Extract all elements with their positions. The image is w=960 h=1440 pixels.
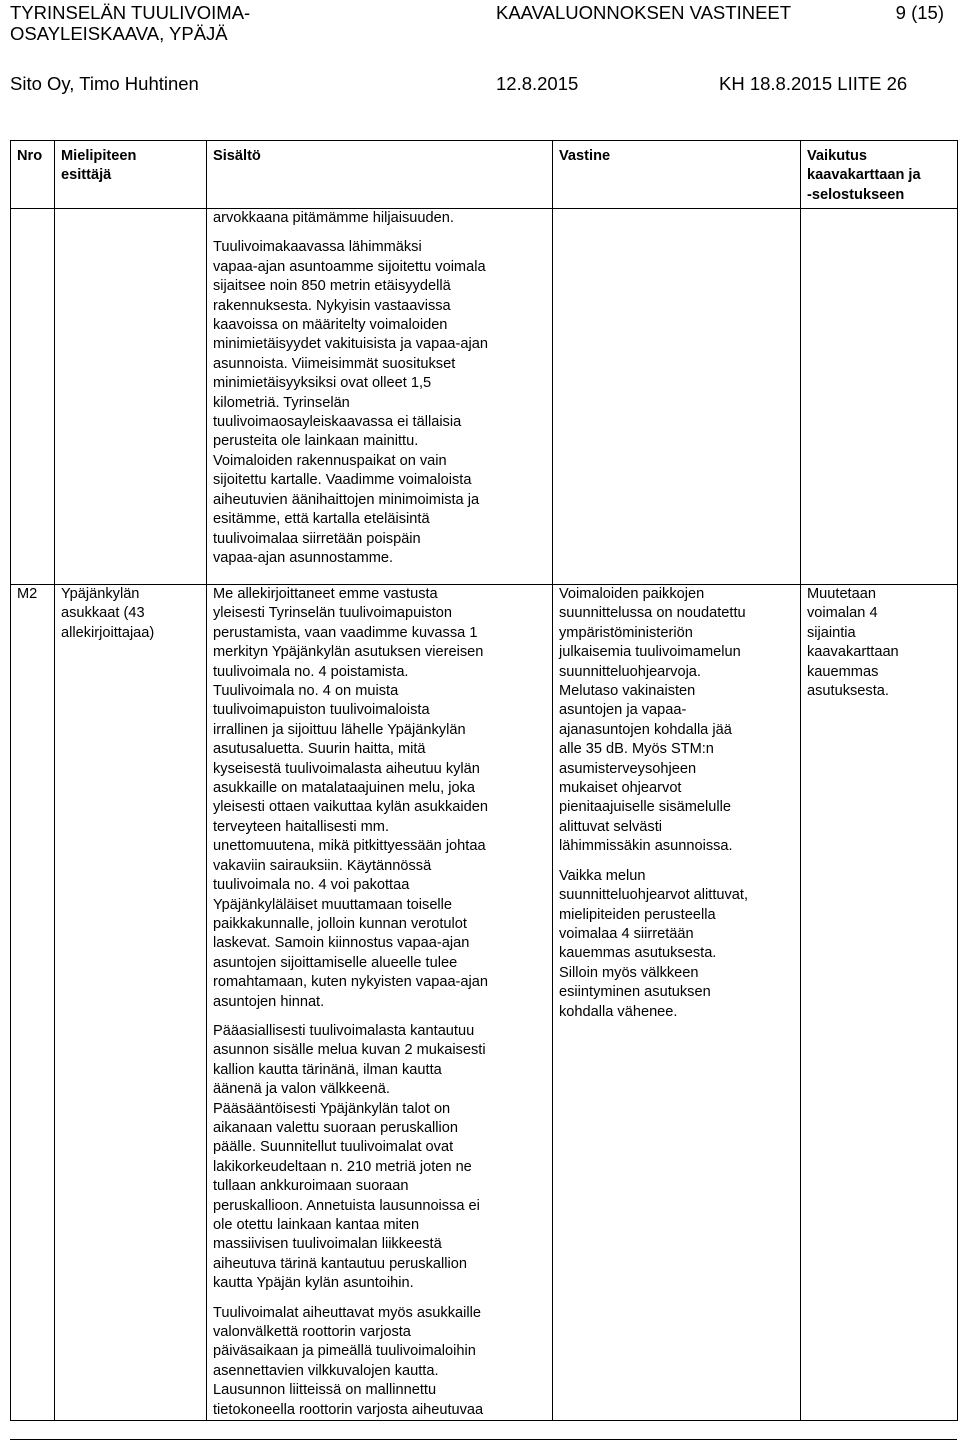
feedback-table — [10, 140, 958, 1421]
text-line: kaavoissa on määritelty voimaloiden — [213, 317, 448, 334]
text-line: terveyteen haitallisesti mm. — [213, 818, 390, 835]
cont-vastine-cell — [553, 209, 801, 585]
text-line: kallion kautta tärinänä, ilman kautta — [213, 1061, 442, 1078]
cell-line: kaavakarttaan ja — [807, 167, 921, 184]
m2-vaikutus-text — [807, 585, 951, 701]
header-vastine-text: Vastine — [559, 148, 611, 164]
text-line: asunnoista. Viimeisimmät suositukset — [213, 355, 456, 372]
header-sisalto — [207, 141, 553, 209]
text-line: ole otettu lainkaan kantaa miten — [213, 1217, 420, 1233]
text-line: laskevat. Samoin kiinnostus vapaa-ajan — [213, 935, 470, 952]
text-line: ajanasuntojen kohdalla jää — [559, 721, 732, 738]
text-line: romahtamaan, kuten nykyisten vapaa-ajan — [213, 974, 489, 991]
text-line: alittuvat selvästi — [559, 818, 663, 835]
text-line: aikanaan valettu suoraan peruskallion — [213, 1119, 459, 1136]
table-row — [11, 209, 958, 585]
text-line: yleisesti Tyrinselän tuulivoimapuiston — [213, 605, 453, 622]
text-line: vapaa-ajan asunnostamme. — [213, 549, 394, 566]
text-line: asuntojen sijoittamiselle alueelle tulee — [213, 954, 458, 971]
text-line: tuulivoimalaa siirretään poispäin — [213, 530, 421, 547]
company-author: Sito Oy, Timo Huhtinen — [10, 73, 199, 94]
text-line: päiväsaikaan ja pimeällä tuulivoimaloihin — [213, 1343, 476, 1360]
text-line: asunnon sisälle melua kuvan 2 mukaisesti — [213, 1042, 486, 1059]
text-line: paikkakunnalle, jolloin kunnan verotulot — [213, 915, 467, 932]
cell-line: Ypäjänkylän — [61, 586, 140, 602]
document-date: 12.8.2015 — [496, 73, 579, 94]
paragraph — [559, 867, 794, 1022]
text-line: unettomuutena, mikä pitkittyessään johtaa — [213, 838, 486, 855]
text-line: kauemmas asutuksesta. — [559, 945, 717, 962]
text-line: tietokoneella roottorin varjosta aiheutuvaa — [213, 1401, 484, 1418]
text-line: asumisterveysohjeen — [559, 760, 697, 777]
text-line: rakennuksesta. Nykyisin vastaavissa — [213, 297, 451, 314]
table-row — [11, 585, 958, 1421]
text-line: tuulivoimala no. 4 voi pakottaa — [213, 877, 410, 894]
m2-vaikutus-cell — [801, 585, 958, 1421]
text-line: asukkaille on matalataajuinen melu, joka — [213, 780, 476, 797]
text-line: mukaiset ohjearvot — [559, 780, 682, 797]
paragraph — [213, 1022, 546, 1294]
text-line: päälle. Suunnitellut tuulivoimalat ovat — [213, 1139, 454, 1156]
text-line: Lausunnon liitteissä on mallinnettu — [213, 1382, 437, 1399]
text-line: Voimaloiden rakennuspaikat on vain — [213, 452, 447, 469]
text-line: valonvälkettä roottorin varjosta — [213, 1324, 411, 1341]
text-line: tuulivoimala no. 4 poistamista. — [213, 663, 409, 680]
text-line: Melutaso vakinaisten — [559, 683, 696, 700]
text-line: vakaviin sairauksiin. Käytännössä — [213, 857, 432, 874]
text-line: mielipiteiden perusteella — [559, 906, 716, 923]
text-line: esitämme, että kartalla eteläisintä — [213, 511, 430, 528]
text-line: suunnitteluohjearvoja. — [559, 663, 701, 680]
document-title-line-1: TYRINSELÄN TUULIVOIMA- — [10, 2, 251, 23]
text-line: Vaikka melun — [559, 867, 646, 884]
table-header-row — [11, 141, 958, 209]
header-nro — [11, 141, 55, 209]
text-line: asutusaluetta. Suurin haitta, mitä — [213, 741, 426, 758]
m2-vastine-text — [559, 585, 794, 1022]
text-line: Tuulivoimakaavassa lähimmäksi — [213, 239, 422, 256]
m2-nro-cell — [11, 585, 55, 1421]
text-line: ympäristöministeriön — [559, 624, 693, 641]
text-line: yleisesti ottaen vaikuttaa kylän asukkaiden — [213, 799, 489, 816]
cell-line: Mielipiteen — [61, 148, 137, 164]
text-line: asuntojen hinnat. — [213, 993, 325, 1010]
text-line: kohdalla vähenee. — [559, 1003, 678, 1020]
document-reference: KH 18.8.2015 LIITE 26 — [719, 73, 908, 94]
paragraph — [213, 209, 546, 228]
page-number: 9 (15) — [895, 2, 944, 23]
cont-vaikutus-cell — [801, 209, 958, 585]
text-line: kaavakarttaan — [807, 644, 899, 661]
text-line: kyseisestä tuulivoimalasta aiheutuu kylän — [213, 760, 480, 777]
text-line: voimalaa 4 siirretään — [559, 925, 694, 942]
text-line: tuulivoimapuiston tuulivoimaloista — [213, 702, 430, 719]
text-line: perusteita ole lainkaan mainittu. — [213, 433, 419, 450]
cell-line: esittäjä — [61, 167, 112, 184]
header-line-3 — [10, 73, 950, 95]
header-vaikutus-text — [807, 147, 951, 205]
paragraph — [213, 585, 546, 1012]
cell-line: -selostukseen — [807, 186, 905, 203]
text-line: pienitaajuiselle sisämelulle — [559, 799, 731, 816]
text-line: sijoitettu kartalle. Vaadimme voimaloista — [213, 472, 472, 489]
text-line: asutuksesta. — [807, 683, 889, 700]
cont-nro-cell — [11, 209, 55, 585]
text-line: sijaintia — [807, 624, 856, 641]
text-line: merkityn Ypäjänkylän asutuksen viereisen — [213, 644, 484, 661]
header-vaikutus — [801, 141, 958, 209]
text-line: aiheutuvien äänihaittojen minimoimista ja — [213, 491, 480, 508]
text-line: kilometriä. Tyrinselän — [213, 394, 350, 411]
text-line: Silloin myös välkkeen — [559, 964, 699, 981]
header-line-1 — [10, 2, 950, 24]
text-line: Me allekirjoittaneet emme vastusta — [213, 586, 438, 602]
text-line: Voimaloiden paikkojen — [559, 586, 705, 602]
text-line: minimietäisyyksiksi ovat olleet 1,5 — [213, 375, 432, 392]
text-line: julkaisemia tuulivoimamelun — [559, 644, 741, 661]
header-esittaja — [55, 141, 207, 209]
text-line: kauemmas — [807, 663, 879, 680]
m2-vastine-cell — [553, 585, 801, 1421]
text-line: tuulivoimaosayleiskaavassa ei tällaisia — [213, 414, 462, 431]
paragraph — [213, 1304, 546, 1420]
text-line: Muutetaan — [807, 586, 876, 602]
text-line: voimalan 4 — [807, 605, 878, 622]
m2-esittaja-cell — [55, 585, 207, 1421]
text-line: Ypäjänkyläläiset muuttamaan toiselle — [213, 896, 453, 913]
text-line: asuntojen ja vapaa- — [559, 702, 687, 719]
document-title-line-2: OSAYLEISKAAVA, YPÄJÄ — [10, 23, 228, 44]
header-vastine — [553, 141, 801, 209]
text-line: alle 35 dB. Myös STM:n — [559, 741, 714, 758]
text-line: arvokkaana pitämämme hiljaisuuden. — [213, 210, 454, 226]
paragraph — [807, 585, 951, 701]
text-line: perustamista, vaan vaadimme kuvassa 1 — [213, 624, 478, 641]
paragraph — [559, 585, 794, 857]
text-line: kautta Ypäjän kylän asuntoihin. — [213, 1275, 414, 1292]
header-line-2 — [10, 23, 950, 45]
m2-esittaja-text — [61, 585, 200, 643]
text-line: massiivisen tuulivoimalan liikkeestä — [213, 1236, 442, 1253]
m2-sisalto-text — [213, 585, 546, 1420]
text-line: irrallinen ja sijoittuu lähelle Ypäjänkylän — [213, 721, 466, 738]
text-line: suunnitteluohjearvot alittuvat, — [559, 887, 749, 904]
text-line: suunnittelussa on noudatettu — [559, 605, 746, 622]
cont-sisalto-text — [213, 209, 546, 568]
text-line: tullaan ankkuroimaan suoraan — [213, 1178, 409, 1195]
m2-sisalto-cell — [207, 585, 553, 1421]
cont-sisalto-cell — [207, 209, 553, 585]
header-esittaja-text — [61, 147, 200, 186]
cell-line: allekirjoittajaa) — [61, 624, 155, 641]
text-line: aiheutuva tärinä kantautuu peruskallion — [213, 1255, 467, 1272]
text-line: vapaa-ajan asuntoamme sijoitettu voimala — [213, 258, 486, 275]
text-line: lakikorkeudeltaan n. 210 metriä joten ne — [213, 1158, 472, 1175]
text-line: äänenä ja valon välkkeenä. — [213, 1081, 390, 1098]
text-line: lähimmissäkin asunnoissa. — [559, 838, 733, 855]
text-line: peruskallioon. Annetuista lausunnoissa ei — [213, 1197, 480, 1214]
text-line: asennettavien vilkkuvalojen kautta. — [213, 1362, 439, 1379]
text-line: sijaitsee noin 850 metrin etäisyydellä — [213, 278, 451, 295]
paragraph — [213, 238, 546, 568]
text-line: minimietäisyydet vakituisista ja vapaa-ajan — [213, 336, 488, 353]
document-section: KAAVALUONNOKSEN VASTINEET — [496, 2, 792, 23]
text-line: Pääasiallisesti tuulivoimalasta kantautuu — [213, 1022, 475, 1039]
cont-esittaja-cell — [55, 209, 207, 585]
text-line: Tuulivoimalat aiheuttavat myös asukkaille — [213, 1304, 481, 1321]
text-line: Tuulivoimala no. 4 on muista — [213, 683, 399, 700]
text-line: Pääsääntöisesti Ypäjänkylän talot on — [213, 1100, 451, 1117]
cell-line: asukkaat (43 — [61, 605, 145, 622]
m2-nro-text: M2 — [17, 586, 38, 602]
text-line: esiintyminen asutuksen — [559, 984, 711, 1001]
header-sisalto-text: Sisältö — [213, 148, 261, 164]
header-nro-text: Nro — [17, 148, 43, 164]
cell-line: Vaikutus — [807, 148, 868, 164]
